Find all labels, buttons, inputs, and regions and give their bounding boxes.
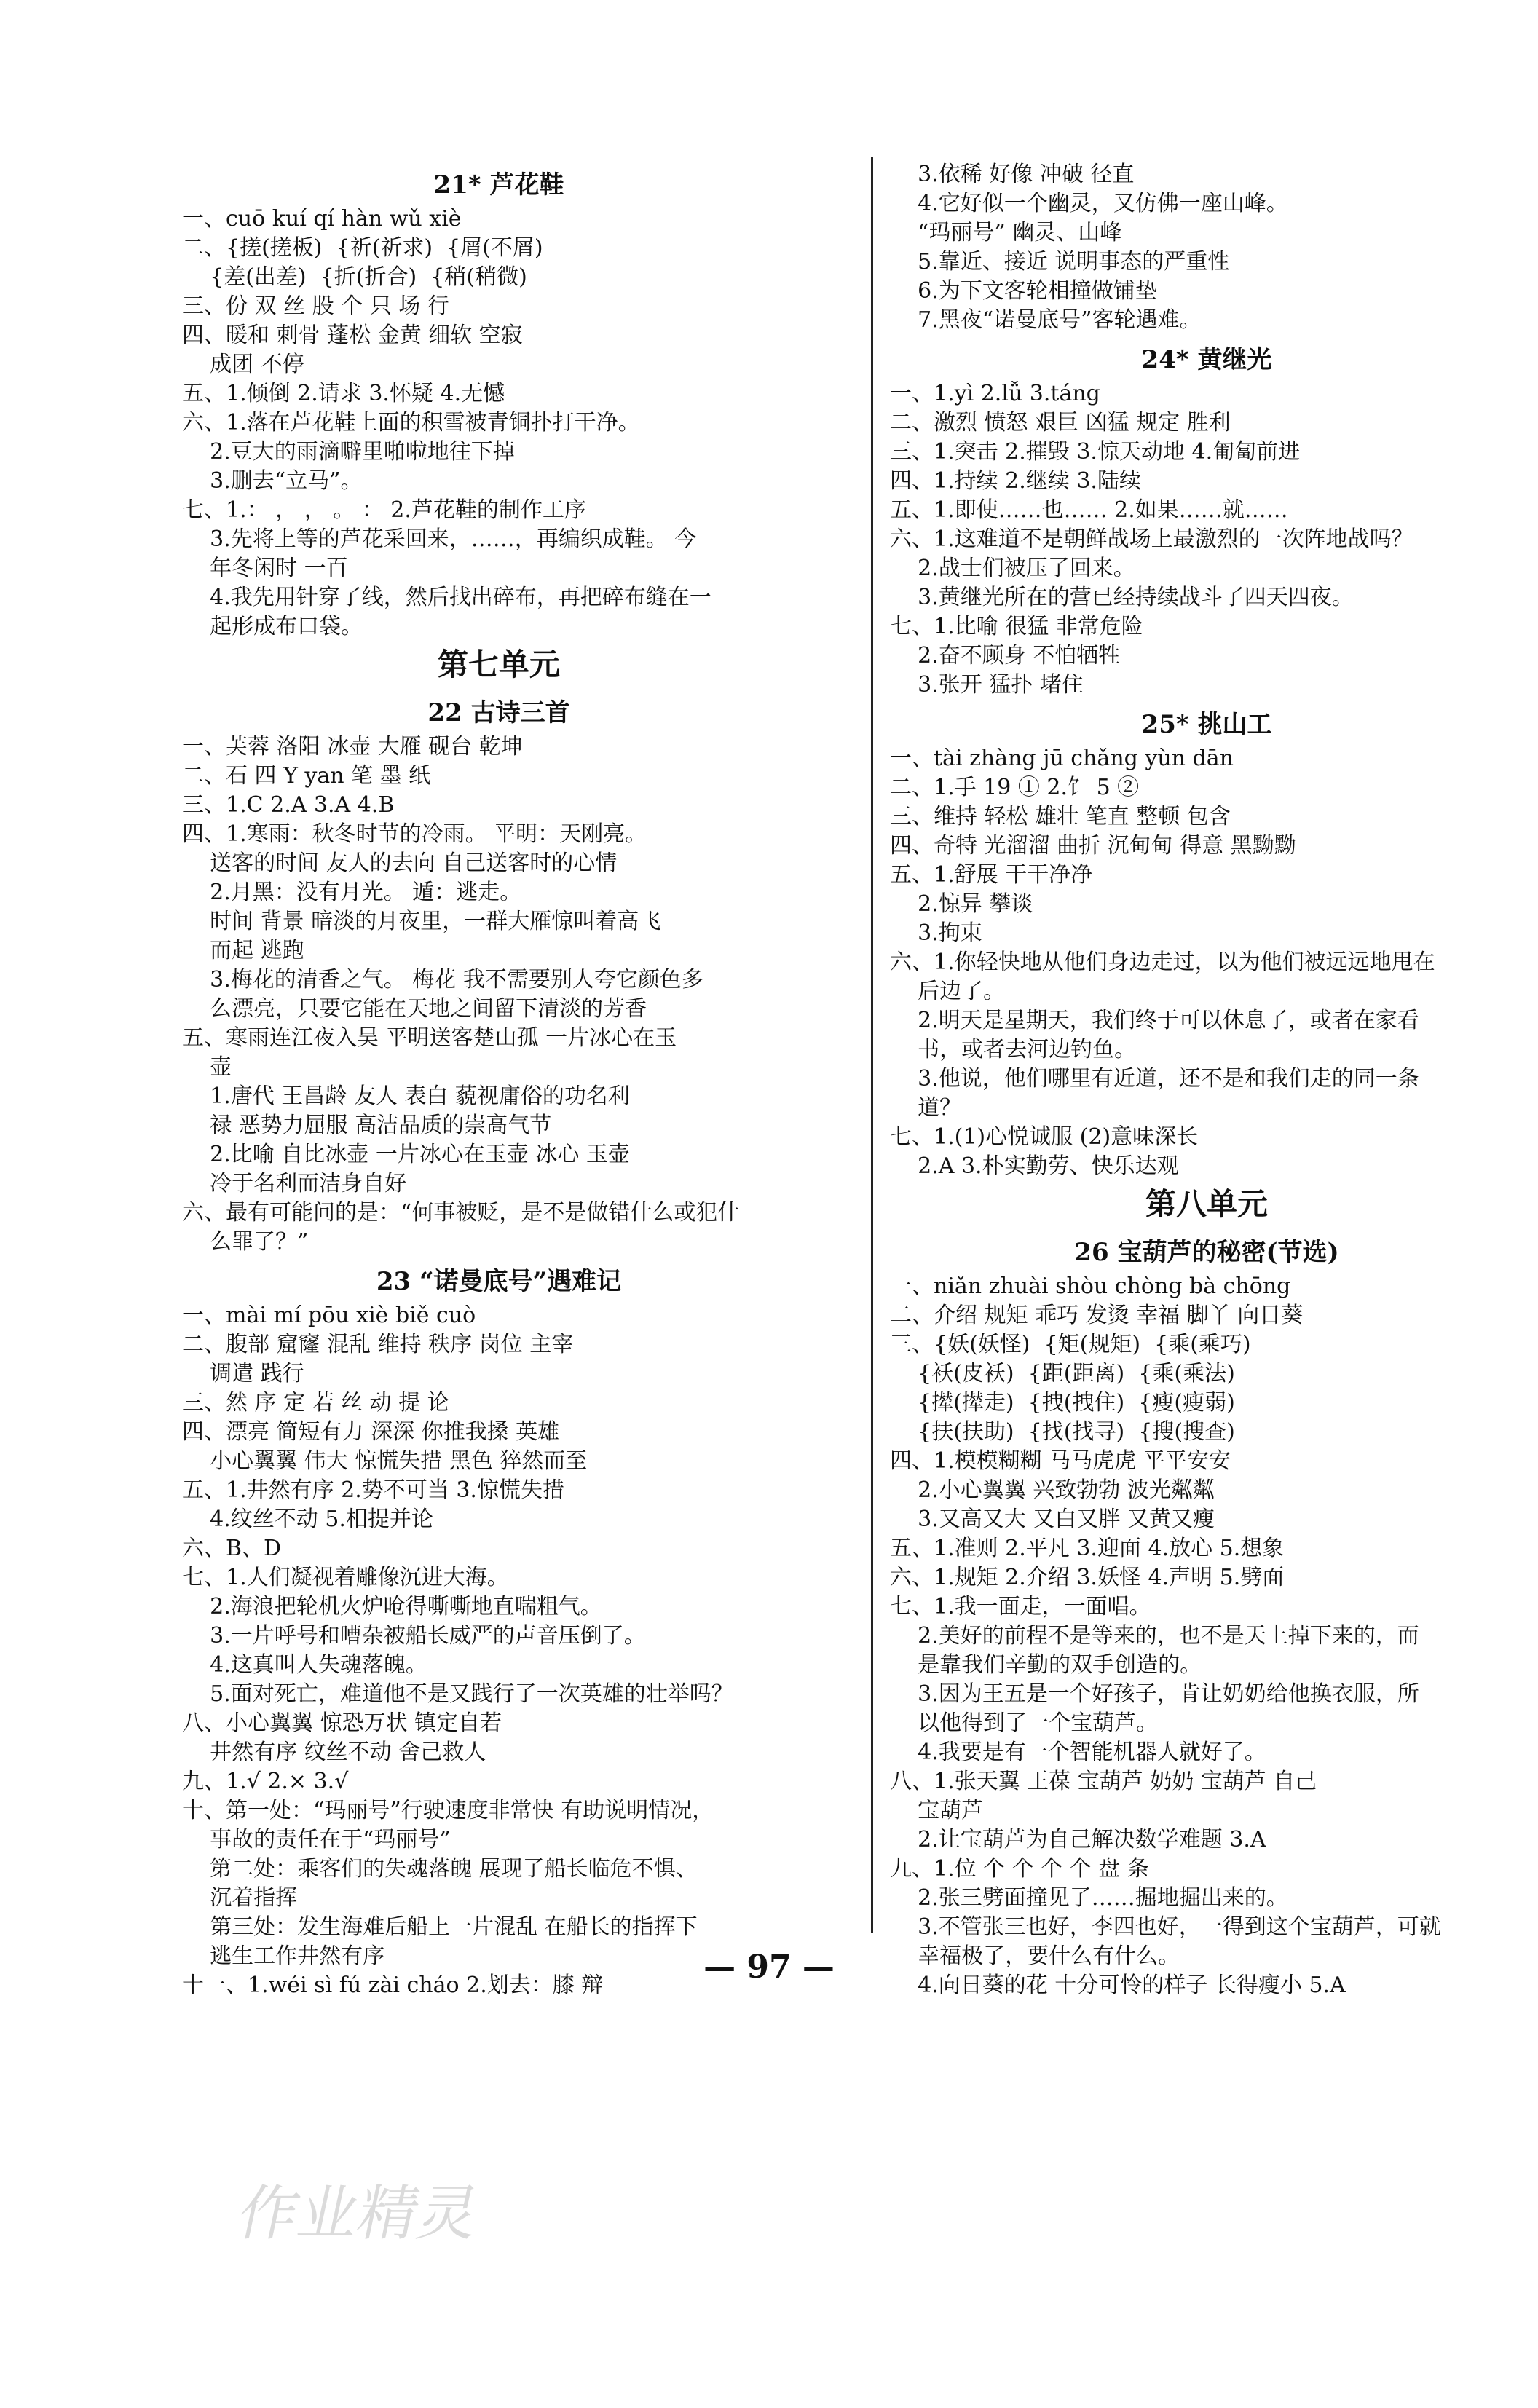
answer-line: 3.梅花的清香之气。 梅花 我不需要别人夸它颜色多	[182, 967, 703, 992]
answer-line: 以他得到了一个宝葫芦。	[890, 1710, 1159, 1736]
answer-line: 九、1.√ 2.× 3.√	[182, 1769, 349, 1794]
lesson-title: 26 宝葫芦的秘密(节选)	[1074, 1238, 1339, 1267]
answer-line: 6.为下文客轮相撞做铺垫	[890, 278, 1157, 304]
left-column	[182, 160, 816, 2000]
answer-line: 幸福极了，要什么有什么。	[890, 1943, 1180, 1969]
answer-line: 七、1.人们凝视着雕像沉进大海。	[182, 1565, 509, 1590]
lesson-title: 25* 挑山工	[1141, 710, 1272, 739]
unit-heading: 第七单元	[437, 647, 560, 682]
answer-line: 六、1.这难道不是朝鲜战场上最激烈的一次阵地战吗？	[890, 526, 1413, 552]
answer-line: 3.拘束	[890, 920, 982, 946]
answer-line: 一、cuō kuí qí hàn wǔ xiè	[182, 206, 462, 232]
answer-line: 3.删去“立马”。	[182, 468, 363, 494]
answer-line: 三、维持 轻松 雄壮 笔直 整顿 包含	[890, 804, 1231, 829]
answer-line: {扶(扶助) {找(找寻) {搜(搜查)	[890, 1419, 1235, 1445]
answer-line: 年冬闲时 一百	[182, 556, 348, 581]
answer-line: 一、mài mí pōu xiè biě cuò	[182, 1303, 476, 1328]
answer-line: 冷于名利而洁身自好	[182, 1171, 407, 1196]
answer-line: 三、{妖(妖怪) {矩(规矩) {乘(乘巧)	[890, 1332, 1251, 1357]
answer-line: 4.向日葵的花 十分可怜的样子 长得瘦小 5.A	[890, 1973, 1346, 1998]
answer-line: 3.一片呼号和嘈杂被船长威严的声音压倒了。	[182, 1623, 646, 1649]
answer-line: 2.豆大的雨滴噼里啪啦地往下掉	[182, 439, 515, 465]
answer-line: 七、1.比喻 很猛 非常危险	[890, 614, 1143, 639]
answer-line: 六、最有可能问的是：“何事被贬，是不是做错什么或犯什	[182, 1200, 740, 1225]
answer-line: 3.依稀 好像 冲破 径直	[890, 162, 1135, 187]
answer-line: 么漂亮，只要它能在天地之间留下清淡的芳香	[182, 996, 647, 1022]
answer-line: 八、1.张天翼 王葆 宝葫芦 奶奶 宝葫芦 自己	[890, 1769, 1317, 1794]
answer-line: 五、1.即使……也…… 2.如果……就……	[890, 497, 1288, 523]
answer-line: 第二处：乘客们的失魂落魄 展现了船长临危不惧、	[182, 1856, 698, 1882]
answer-line: 小心翼翼 伟大 惊慌失措 黑色 猝然而至	[182, 1448, 588, 1474]
answer-line: 一、tài zhàng jū chǎng yùn dān	[890, 746, 1234, 771]
answer-line: 5.靠近、接近 说明事态的严重性	[890, 249, 1230, 275]
answer-line: 二、激烈 愤怒 艰巨 凶猛 规定 胜利	[890, 410, 1231, 435]
answer-line: 九、1.位 个 个 个 个 盘 条	[890, 1856, 1149, 1882]
answer-line: 一、1.yì 2.lǚ 3.táng	[890, 381, 1100, 406]
answer-line: {撵(撵走) {拽(拽住) {瘦(瘦弱)	[890, 1390, 1235, 1416]
lesson-title: 21* 芦花鞋	[433, 170, 564, 200]
answer-line: 7.黑夜“诺曼底号”客轮遇难。	[890, 307, 1202, 333]
answer-line: 时间 背景 暗淡的月夜里，一群大雁惊叫着高飞	[182, 909, 661, 934]
answer-line: 2.战士们被压了回来。	[890, 556, 1135, 581]
answer-line: 四、暖和 刺骨 蓬松 金黄 细软 空寂	[182, 323, 523, 348]
answer-line: {袄(皮袄) {距(距离) {乘(乘法)	[890, 1361, 1235, 1386]
answer-line: 五、1.井然有序 2.势不可当 3.惊慌失措	[182, 1477, 564, 1503]
right-column	[890, 160, 1523, 2000]
answer-line: 十、第一处：“玛丽号”行驶速度非常快 有助说明情况，	[182, 1798, 714, 1823]
answer-line: 六、1.落在芦花鞋上面的积雪被青铜扑打干净。	[182, 410, 640, 435]
answer-line: 禄 恶势力屈服 高洁品质的崇高气节	[182, 1113, 552, 1138]
answer-line: 宝葫芦	[890, 1798, 984, 1823]
answer-line: 2.比喻 自比冰壶 一片冰心在玉壶 冰心 玉壶	[182, 1142, 630, 1167]
answer-line: 二、{搓(搓板) {祈(祈求) {屑(不屑)	[182, 235, 543, 261]
answer-line: 二、石 四 Y yan 笔 墨 纸	[182, 763, 431, 789]
answer-line: 3.黄继光所在的营已经持续战斗了四天四夜。	[890, 585, 1354, 610]
answer-line: 六、1.你轻快地从他们身边走过，以为他们被远远地甩在	[890, 950, 1435, 975]
answer-line: 成团 不停	[182, 352, 304, 377]
answer-line: 三、1.突击 2.摧毁 3.惊天动地 4.匍匐前进	[890, 439, 1301, 465]
answer-line: 2.让宝葫芦为自己解决数学难题 3.A	[890, 1827, 1266, 1852]
answer-line: 道？	[890, 1095, 962, 1121]
answer-line: 三、然 序 定 若 丝 动 提 论	[182, 1390, 449, 1416]
answer-line: 2.月黑：没有月光。 遁：逃走。	[182, 880, 522, 905]
answer-line: 八、小心翼翼 惊恐万状 镇定自若	[182, 1710, 502, 1736]
answer-line: 送客的时间 友人的去向 自己送客时的心情	[182, 850, 618, 876]
answer-line: 五、1.舒展 干干净净	[890, 862, 1093, 888]
answer-line: 二、1.手 19 ① 2.饣 5 ②	[890, 775, 1140, 800]
watermark: 作业精灵	[232, 2179, 486, 2249]
answer-line: 3.他说，他们哪里有近道，还不是和我们走的同一条	[890, 1066, 1419, 1092]
answer-line: 2.明天是星期天，我们终于可以休息了，或者在家看	[890, 1008, 1419, 1033]
answer-line: 二、介绍 规矩 乖巧 发烫 幸福 脚丫 向日葵	[890, 1303, 1304, 1328]
answer-line: 四、漂亮 简短有力 深深 你推我搡 英雄	[182, 1419, 560, 1445]
answer-line: 三、份 双 丝 股 个 只 场 行	[182, 293, 449, 319]
answer-line: 七、1.(1)心悦诚服 (2)意味深长	[890, 1124, 1199, 1150]
answer-line: 四、1.模模糊糊 马马虎虎 平平安安	[890, 1448, 1231, 1474]
answer-line: 是靠我们辛勤的双手创造的。	[890, 1652, 1202, 1678]
answer-line: 二、腹部 窟窿 混乱 维持 秩序 岗位 主宰	[182, 1332, 574, 1357]
answer-line: 2.海浪把轮机火炉呛得嘶嘶地直喘粗气。	[182, 1594, 602, 1619]
answer-line: 第三处：发生海难后船上一片混乱 在船长的指挥下	[182, 1914, 698, 1940]
answer-line: 四、奇特 光溜溜 曲折 沉甸甸 得意 黑黝黝	[890, 833, 1296, 858]
answer-line: 2.奋不顾身 不怕牺牲	[890, 643, 1121, 668]
answer-line: 一、芙蓉 洛阳 冰壶 大雁 砚台 乾坤	[182, 734, 523, 759]
unit-heading: 第八单元	[1145, 1186, 1268, 1222]
answer-line: 1.唐代 王昌龄 友人 表白 藐视庸俗的功名利	[182, 1083, 630, 1109]
answer-line: 2.张三劈面撞见了……掘地掘出来的。	[890, 1885, 1288, 1911]
answer-line: 3.张开 猛扑 堵住	[890, 672, 1084, 698]
answer-line: “玛丽号” 幽灵、山峰	[890, 220, 1122, 245]
answer-line: 3.因为王五是一个好孩子，肯让奶奶给他换衣服，所	[890, 1681, 1419, 1707]
answer-line: 3.先将上等的芦花采回来，……，再编织成鞋。 今	[182, 526, 697, 552]
answer-line: 起形成布口袋。	[182, 614, 363, 639]
page-number: — 97 —	[703, 1949, 835, 1986]
answer-line: 一、niǎn zhuài shòu chòng bà chōng	[890, 1274, 1291, 1299]
answer-line: 三、1.C 2.A 3.A 4.B	[182, 792, 395, 818]
answer-line: 2.惊异 攀谈	[890, 891, 1033, 917]
answer-line: 而起 逃跑	[182, 938, 304, 963]
answer-line: 3.又高又大 又白又胖 又黄又瘦	[890, 1507, 1215, 1532]
answer-line: 六、B、D	[182, 1536, 282, 1561]
answer-line: 调遣 践行	[182, 1361, 304, 1386]
answer-line: 五、1.准则 2.平凡 3.迎面 4.放心 5.想象	[890, 1536, 1285, 1561]
answer-line: 4.这真叫人失魂落魄。	[182, 1652, 427, 1678]
answer-line: 4.纹丝不动 5.相提并论	[182, 1507, 433, 1532]
answer-line: 2.美好的前程不是等来的，也不是天上掉下来的，而	[890, 1623, 1419, 1649]
answer-line: 2.A 3.朴实勤劳、快乐达观	[890, 1153, 1179, 1179]
answer-line: 2.小心翼翼 兴致勃勃 波光粼粼	[890, 1477, 1215, 1503]
answer-line: 五、寒雨连江夜入吴 平明送客楚山孤 一片冰心在玉	[182, 1025, 677, 1051]
lesson-title: 23 “诺曼底号”遇难记	[376, 1267, 622, 1296]
answer-line: 5.面对死亡，难道他不是又践行了一次英雄的壮举吗？	[182, 1681, 733, 1707]
answer-line: 3.不管张三也好，李四也好，一得到这个宝葫芦，可就	[890, 1914, 1441, 1940]
answer-line: 壶	[182, 1054, 232, 1080]
answer-line: 七、1.我一面走，一面唱。	[890, 1594, 1151, 1619]
answer-line: 五、1.倾倒 2.请求 3.怀疑 4.无憾	[182, 381, 505, 406]
answer-line: {差(出差) {折(折合) {稍(稍微)	[182, 264, 527, 290]
answer-line: 七、1.： ， ， 。 ： 2.芦花鞋的制作工序	[182, 497, 586, 523]
lesson-title: 24* 黄继光	[1141, 345, 1272, 374]
answer-line: 逃生工作井然有序	[182, 1943, 385, 1969]
answer-line: 4.我要是有一个智能机器人就好了。	[890, 1740, 1266, 1765]
answer-line: 四、1.持续 2.继续 3.陆续	[890, 468, 1141, 494]
answer-line: 四、1.寒雨：秋冬时节的冷雨。 平明：天刚亮。	[182, 821, 647, 847]
answer-line: 么罪了？”	[182, 1229, 309, 1255]
answer-line: 沉着指挥	[182, 1885, 298, 1911]
answer-line: 4.它好似一个幽灵，又仿佛一座山峰。	[890, 191, 1288, 216]
answer-line: 后边了。	[890, 979, 1006, 1004]
answer-line: 井然有序 纹丝不动 舍己救人	[182, 1740, 486, 1765]
answer-line: 十一、1.wéi sì fú zài cháo 2.划去：膝 辩	[182, 1973, 604, 1998]
answer-line: 事故的责任在于“玛丽号”	[182, 1827, 451, 1852]
answer-line: 六、1.规矩 2.介绍 3.妖怪 4.声明 5.劈面	[890, 1565, 1285, 1590]
answer-line: 4.我先用针穿了线，然后找出碎布，再把碎布缝在一	[182, 585, 711, 610]
answer-line: 书，或者去河边钓鱼。	[890, 1037, 1137, 1062]
lesson-title: 22 古诗三首	[427, 698, 570, 727]
column-divider	[871, 157, 873, 1933]
